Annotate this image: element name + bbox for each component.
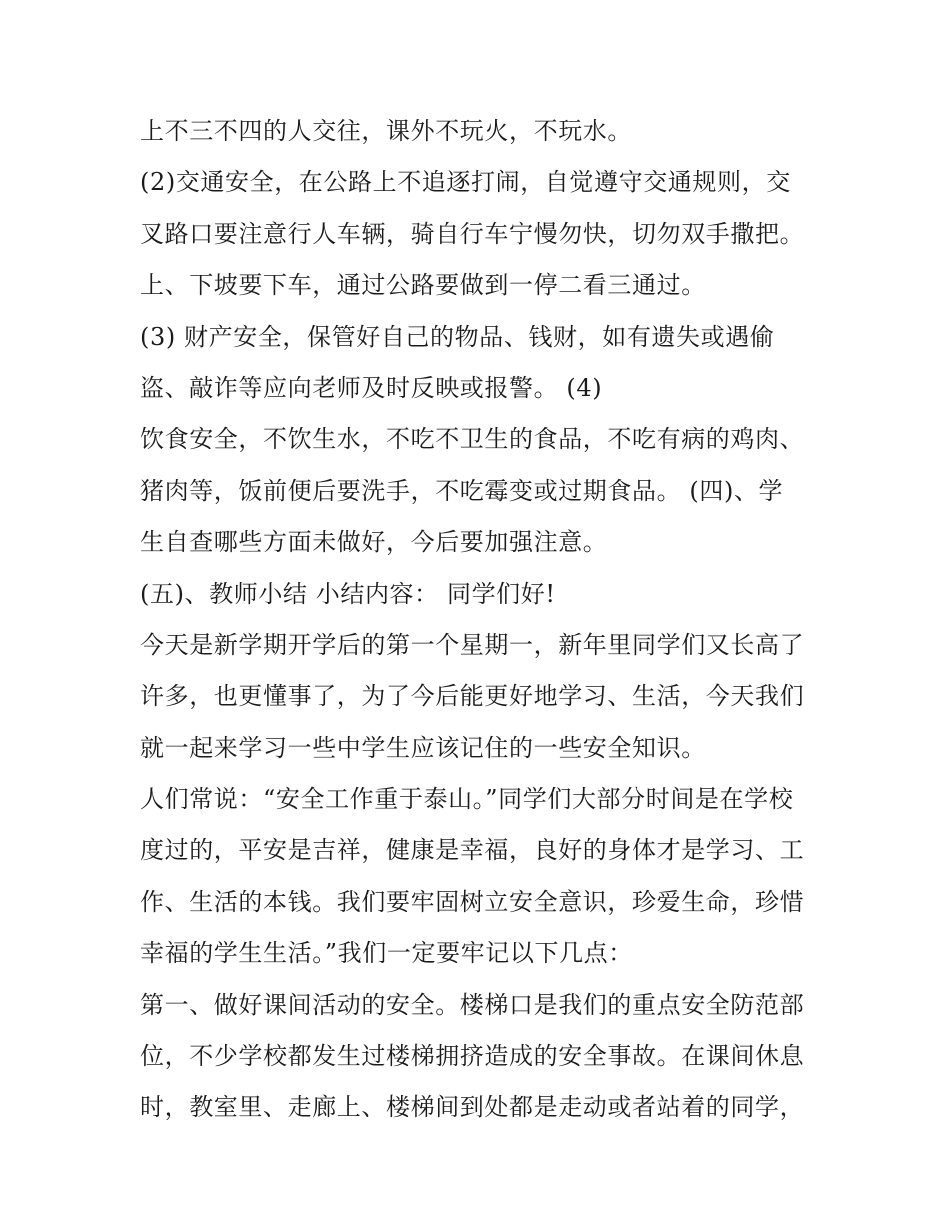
- document-body: [140, 106, 830, 1134]
- text-line: 位，不少学校都发生过楼梯拥挤造成的安全事故。在课间休息: [140, 1042, 805, 1071]
- text-line: 度过的，平安是吉祥，健康是幸福，良好的身体才是学习、工: [140, 836, 805, 865]
- text-line: 作、生活的本钱。我们要牢固树立安全意识，珍爱生命，珍惜: [140, 887, 805, 916]
- text-line: 上、下坡要下车，通过公路要做到一停二看三通过。: [140, 271, 706, 300]
- text-line: 幸福的学生生活。”我们一定要牢记以下几点：: [140, 939, 633, 968]
- text-line: (五)、教师小结 小结内容： 同学们好!: [140, 579, 556, 608]
- text-line: (3) 财产安全，保管好自己的物品、钱财，如有遗失或遇偷: [140, 322, 775, 351]
- text-line: 盗、敲诈等应向老师及时反映或报警。 (4): [140, 373, 603, 402]
- text-line: 叉路口要注意行人车辆，骑自行车宁慢勿快，切勿双手撒把。: [140, 219, 805, 248]
- text-line: 就一起来学习一些中学生应该记住的一些安全知识。: [140, 733, 706, 762]
- text-line: 猪肉等，饭前便后要洗手，不吃霉变或过期食品。 (四)、学: [140, 476, 784, 505]
- text-line: 人们常说：“安全工作重于泰山。”同学们大部分时间是在学校: [140, 785, 794, 814]
- text-line: 时，教室里、走廊上、楼梯间到处都是走动或者站着的同学，: [140, 1093, 805, 1122]
- text-line: 许多，也更懂事了，为了今后能更好地学习、生活，今天我们: [140, 682, 805, 711]
- text-line: 饮食安全，不饮生水，不吃不卫生的食品，不吃有病的鸡肉、: [140, 425, 805, 454]
- text-line: 今天是新学期开学后的第一个星期一，新年里同学们又长高了: [140, 630, 805, 659]
- text-line: 生自查哪些方面未做好，今后要加强注意。: [140, 528, 608, 557]
- text-line: (2)交通安全，在公路上不追逐打闹，自觉遵守交通规则，交: [140, 168, 791, 197]
- text-line: 上不三不四的人交往，课外不玩火，不玩水。: [140, 117, 632, 145]
- text-line: 第一、做好课间活动的安全。楼梯口是我们的重点安全防范部: [140, 990, 805, 1019]
